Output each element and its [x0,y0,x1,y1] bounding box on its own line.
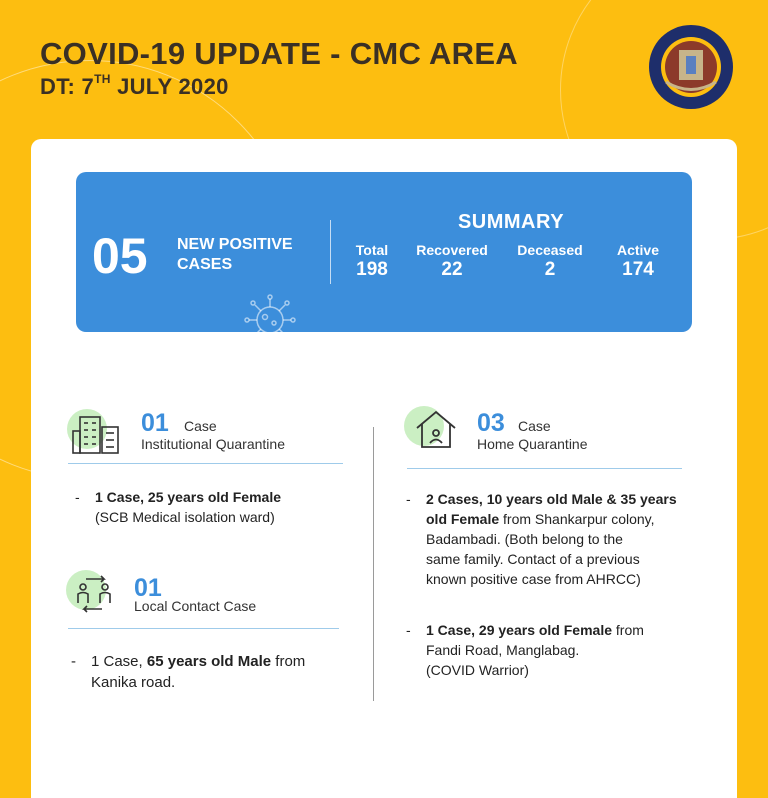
home-count: 03 [477,409,505,437]
list-item: - 1 Case, 29 years old Female from Fandi Road, Manglabag. (COVID Warrior) [406,622,644,678]
home-unit: Case [518,418,551,434]
institutional-count: 01 [141,409,169,437]
stat-active: Active 174 [616,242,660,280]
list-item: - 2 Cases, 10 years old Male & 35 years old Female from Shankarpur colony, Badambadi. (Both belong to the same family. Contact of a previous known positive case from AHRCC) [406,491,677,587]
divider [330,220,331,284]
contact-icon [74,573,114,613]
cmc-logo [646,22,736,112]
stat-deceased: Deceased 2 [517,242,583,280]
local-contact-label: Local Contact Case [134,598,257,614]
list-item: - 1 Case, 65 years old Male from Kanika road. [71,653,306,691]
stat-recovered: Recovered 22 [416,242,488,280]
stat-total: Total 198 [355,242,389,280]
local-contact-count: 01 [134,574,162,602]
section-divider [68,463,343,464]
section-divider [407,468,682,469]
virus-icon [240,290,300,338]
institutional-unit: Case [184,418,217,434]
home-icon [414,408,458,450]
summary-box [76,172,692,332]
institutional-label: Institutional Quarantine [141,436,285,452]
new-cases-count: 05 [92,228,148,284]
page-title: COVID-19 UPDATE - CMC AREA [40,36,518,71]
building-icon [70,413,122,455]
home-label: Home Quarantine [477,436,588,452]
list-item: - 1 Case, 25 years old Female (SCB Medical isolation ward) [75,489,281,525]
new-cases-label: NEW POSITIVE CASES [177,236,293,273]
summary-title: SUMMARY [457,211,565,233]
column-divider [373,427,374,701]
page-date: DT: 7TH JULY 2020 [40,72,229,99]
section-divider [68,628,339,629]
